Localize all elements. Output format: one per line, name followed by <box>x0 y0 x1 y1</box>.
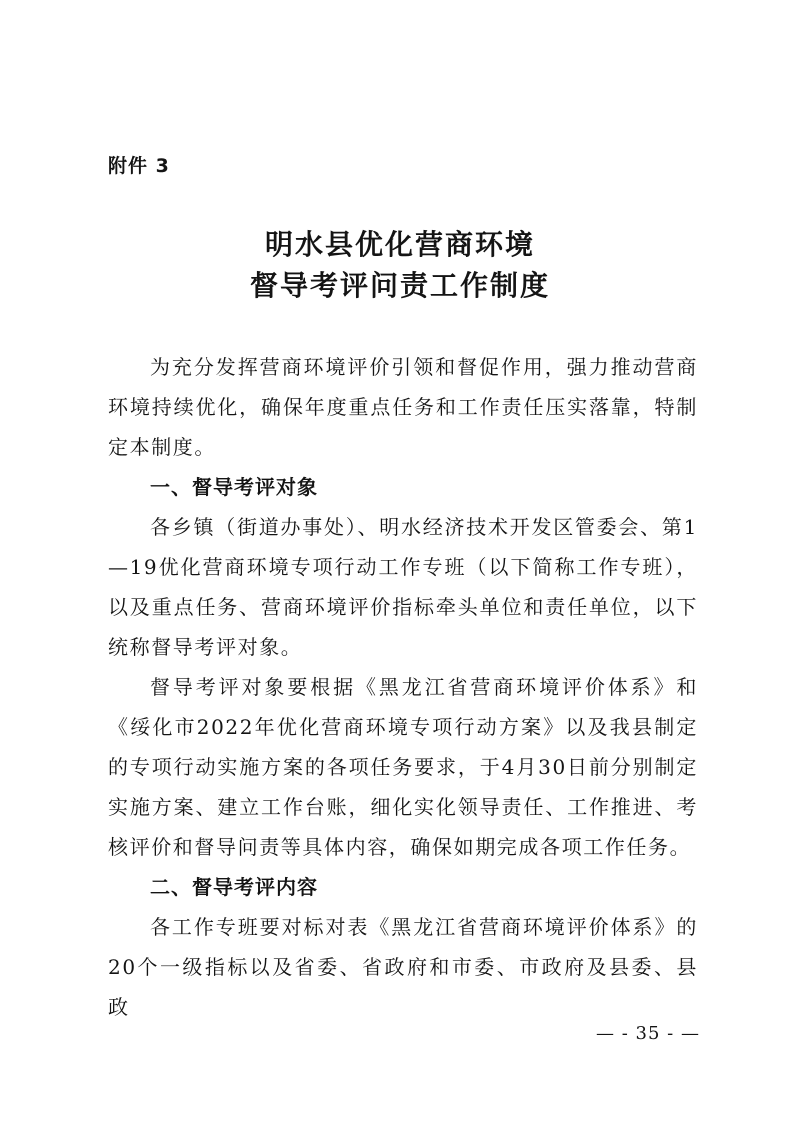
document-body <box>108 347 698 1027</box>
paragraph-targets: 各乡镇（街道办事处）、明水经济技术开发区管委会、第1—19优化营商环境专项行动工作专班（以下简称工作专班），以及重点任务、营商环境评价指标牵头单位和责任单位，以下统称督导考评对象。 <box>108 515 698 659</box>
page-number: — - 35 - — <box>596 1023 700 1044</box>
paragraph-content: 各工作专班要对标对表《黑龙江省营商环境评价体系》的20个一级指标以及省委、省政府和市委、市政府及县委、县政 <box>108 915 698 1019</box>
section-heading-2: 二、督导考评内容 <box>150 875 318 899</box>
attachment-label: 附件 3 <box>108 155 170 177</box>
paragraph-intro: 为充分发挥营商环境评价引领和督促作用，强力推动营商环境持续优化，确保年度重点任务和工作责任压实落靠，特制定本制度。 <box>108 355 698 459</box>
document-title-line-1: 明水县优化营商环境 <box>264 228 535 261</box>
paragraph-requirements: 督导考评对象要根据《黑龙江省营商环境评价体系》和《绥化市2022年优化营商环境专项行动方案》以及我县制定的专项行动实施方案的各项任务要求，于4月30日前分别制定实施方案、建立工作台账，细化实化领导责任、工作推进、考核评价和督导问责等具体内容，确保如期完成各项工作任务。 <box>108 675 698 859</box>
section-heading-1: 一、督导考评对象 <box>150 475 318 499</box>
document-title-line-2: 督导考评问责工作制度 <box>249 269 550 302</box>
